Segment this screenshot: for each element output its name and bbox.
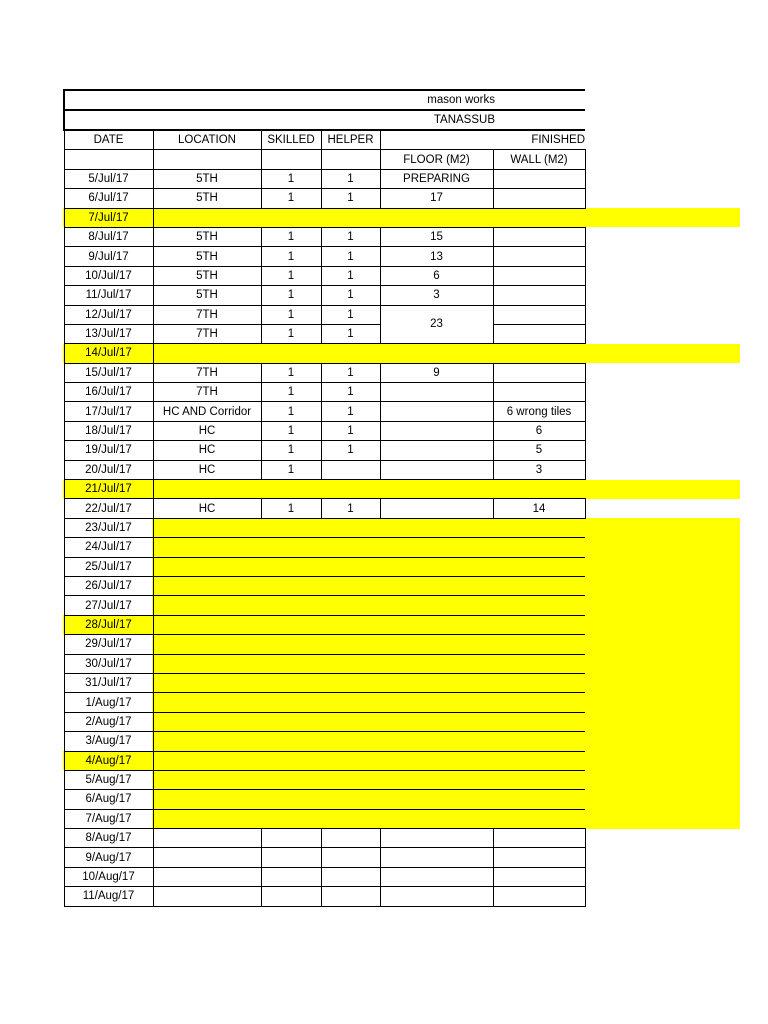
date-cell[interactable]: 1/Aug/17 bbox=[64, 693, 153, 712]
highlight-cell[interactable] bbox=[153, 809, 585, 828]
highlight-cell[interactable] bbox=[153, 693, 585, 712]
helper-cell[interactable] bbox=[321, 829, 380, 848]
helper-cell[interactable]: 1 bbox=[321, 189, 380, 208]
table-row bbox=[64, 227, 585, 246]
date-cell[interactable]: 7/Aug/17 bbox=[64, 809, 153, 828]
skilled-cell[interactable] bbox=[261, 867, 321, 886]
floor-cell[interactable] bbox=[380, 887, 493, 906]
floor-cell[interactable]: 15 bbox=[380, 227, 493, 246]
helper-cell[interactable]: 1 bbox=[321, 421, 380, 440]
sheet-subtitle[interactable]: TANASSUB bbox=[64, 110, 585, 130]
skilled-cell[interactable] bbox=[261, 887, 321, 906]
wall-cell[interactable]: 5 bbox=[493, 441, 585, 460]
date-cell[interactable]: 31/Jul/17 bbox=[64, 673, 153, 692]
skilled-cell[interactable]: 1 bbox=[261, 402, 321, 421]
floor-cell[interactable] bbox=[380, 441, 493, 460]
header-helper[interactable]: HELPER bbox=[321, 130, 380, 150]
wall-cell[interactable] bbox=[493, 383, 585, 402]
table-row bbox=[64, 635, 585, 654]
table-row bbox=[64, 790, 585, 809]
date-cell[interactable]: 8/Aug/17 bbox=[64, 829, 153, 848]
table-row bbox=[64, 867, 585, 886]
location-cell[interactable]: HC bbox=[153, 441, 261, 460]
holiday-cell[interactable] bbox=[153, 344, 585, 363]
wall-cell[interactable] bbox=[493, 247, 585, 266]
highlight-cell[interactable] bbox=[153, 518, 585, 537]
subheader-blank-location[interactable] bbox=[153, 150, 261, 169]
date-cell[interactable]: 21/Jul/17 bbox=[64, 480, 153, 499]
helper-cell[interactable]: 1 bbox=[321, 363, 380, 382]
date-cell[interactable]: 10/Jul/17 bbox=[64, 266, 153, 285]
floor-cell[interactable] bbox=[380, 383, 493, 402]
header-floor[interactable]: FLOOR (M2) bbox=[380, 150, 493, 169]
highlight-cell[interactable] bbox=[153, 712, 585, 731]
location-cell[interactable]: HC AND Corridor bbox=[153, 402, 261, 421]
date-cell[interactable]: 11/Jul/17 bbox=[64, 286, 153, 305]
wall-cell[interactable] bbox=[493, 867, 585, 886]
date-cell[interactable]: 23/Jul/17 bbox=[64, 518, 153, 537]
skilled-cell[interactable]: 1 bbox=[261, 266, 321, 285]
header-date[interactable]: DATE bbox=[64, 130, 153, 150]
table-row bbox=[64, 344, 585, 363]
wall-cell[interactable] bbox=[493, 189, 585, 208]
helper-cell[interactable] bbox=[321, 460, 380, 479]
wall-cell[interactable] bbox=[493, 227, 585, 246]
wall-cell[interactable] bbox=[493, 887, 585, 906]
helper-cell[interactable]: 1 bbox=[321, 441, 380, 460]
date-cell[interactable]: 4/Aug/17 bbox=[64, 751, 153, 770]
date-cell[interactable]: 20/Jul/17 bbox=[64, 460, 153, 479]
helper-cell[interactable]: 1 bbox=[321, 286, 380, 305]
skilled-cell[interactable]: 1 bbox=[261, 421, 321, 440]
wall-cell[interactable] bbox=[493, 848, 585, 867]
date-cell[interactable]: 5/Jul/17 bbox=[64, 169, 153, 188]
subtitle-row bbox=[64, 110, 585, 130]
table-row bbox=[64, 887, 585, 906]
highlight-cell[interactable] bbox=[153, 576, 585, 595]
table-row bbox=[64, 673, 585, 692]
helper-cell[interactable]: 1 bbox=[321, 247, 380, 266]
subheader-blank-date[interactable] bbox=[64, 150, 153, 169]
date-cell[interactable]: 17/Jul/17 bbox=[64, 402, 153, 421]
date-cell[interactable]: 11/Aug/17 bbox=[64, 887, 153, 906]
floor-cell[interactable]: 17 bbox=[380, 189, 493, 208]
wall-cell[interactable] bbox=[493, 266, 585, 285]
wall-cell[interactable] bbox=[493, 324, 585, 343]
header-wall[interactable]: WALL (M2) bbox=[493, 150, 585, 169]
date-cell[interactable]: 16/Jul/17 bbox=[64, 383, 153, 402]
table-row bbox=[64, 480, 585, 499]
location-cell[interactable]: 5TH bbox=[153, 286, 261, 305]
floor-cell[interactable]: 3 bbox=[380, 286, 493, 305]
location-cell[interactable]: HC bbox=[153, 460, 261, 479]
table-row bbox=[64, 751, 585, 770]
helper-cell[interactable]: 1 bbox=[321, 305, 380, 324]
table-row bbox=[64, 809, 585, 828]
date-cell[interactable]: 29/Jul/17 bbox=[64, 635, 153, 654]
table-row bbox=[64, 732, 585, 751]
location-cell[interactable]: HC bbox=[153, 499, 261, 518]
skilled-cell[interactable]: 1 bbox=[261, 305, 321, 324]
date-cell[interactable]: 9/Jul/17 bbox=[64, 247, 153, 266]
table-row bbox=[64, 499, 585, 518]
date-cell[interactable]: 5/Aug/17 bbox=[64, 770, 153, 789]
helper-cell[interactable] bbox=[321, 887, 380, 906]
floor-cell[interactable] bbox=[380, 421, 493, 440]
helper-cell[interactable] bbox=[321, 867, 380, 886]
table-row bbox=[64, 208, 585, 227]
floor-cell[interactable]: 9 bbox=[380, 363, 493, 382]
sheet-title[interactable]: mason works bbox=[64, 90, 585, 110]
table-row bbox=[64, 712, 585, 731]
table-row bbox=[64, 286, 585, 305]
date-cell[interactable]: 28/Jul/17 bbox=[64, 615, 153, 634]
subheader-row bbox=[64, 150, 585, 169]
helper-cell[interactable] bbox=[321, 848, 380, 867]
highlight-cell[interactable] bbox=[153, 635, 585, 654]
location-cell[interactable] bbox=[153, 887, 261, 906]
date-cell[interactable]: 6/Aug/17 bbox=[64, 790, 153, 809]
header-location[interactable]: LOCATION bbox=[153, 130, 261, 150]
table-row bbox=[64, 169, 585, 188]
location-cell[interactable]: 7TH bbox=[153, 324, 261, 343]
location-cell[interactable]: 7TH bbox=[153, 383, 261, 402]
table-row bbox=[64, 518, 585, 537]
wall-cell[interactable]: 6 bbox=[493, 421, 585, 440]
wall-cell[interactable] bbox=[493, 305, 585, 324]
floor-cell[interactable] bbox=[380, 867, 493, 886]
header-row bbox=[64, 130, 585, 150]
skilled-cell[interactable]: 1 bbox=[261, 169, 321, 188]
date-cell[interactable]: 12/Jul/17 bbox=[64, 305, 153, 324]
skilled-cell[interactable]: 1 bbox=[261, 324, 321, 343]
floor-cell[interactable]: 23 bbox=[380, 305, 493, 344]
location-cell[interactable]: 7TH bbox=[153, 363, 261, 382]
skilled-cell[interactable]: 1 bbox=[261, 383, 321, 402]
floor-cell[interactable]: PREPARING bbox=[380, 169, 493, 188]
wall-cell[interactable]: 3 bbox=[493, 460, 585, 479]
table-row bbox=[64, 770, 585, 789]
highlight-cell[interactable] bbox=[153, 654, 585, 673]
skilled-cell[interactable]: 1 bbox=[261, 286, 321, 305]
table-row bbox=[64, 693, 585, 712]
table-row bbox=[64, 848, 585, 867]
wall-cell[interactable] bbox=[493, 363, 585, 382]
date-cell[interactable]: 25/Jul/17 bbox=[64, 557, 153, 576]
skilled-cell[interactable]: 1 bbox=[261, 189, 321, 208]
table-row bbox=[64, 363, 585, 382]
highlight-cell[interactable] bbox=[153, 596, 585, 615]
helper-cell[interactable]: 1 bbox=[321, 402, 380, 421]
mason-works-table bbox=[63, 89, 586, 907]
location-cell[interactable] bbox=[153, 829, 261, 848]
table-row bbox=[64, 266, 585, 285]
date-cell[interactable]: 30/Jul/17 bbox=[64, 654, 153, 673]
location-cell[interactable]: HC bbox=[153, 421, 261, 440]
subheader-blank-skilled[interactable] bbox=[261, 150, 321, 169]
location-cell[interactable]: 5TH bbox=[153, 189, 261, 208]
date-cell[interactable]: 22/Jul/17 bbox=[64, 499, 153, 518]
table-row bbox=[64, 305, 585, 324]
subheader-blank-helper[interactable] bbox=[321, 150, 380, 169]
helper-cell[interactable]: 1 bbox=[321, 169, 380, 188]
date-cell[interactable]: 14/Jul/17 bbox=[64, 344, 153, 363]
table-row bbox=[64, 557, 585, 576]
location-cell[interactable]: 7TH bbox=[153, 305, 261, 324]
highlight-cell[interactable] bbox=[153, 557, 585, 576]
date-cell[interactable]: 9/Aug/17 bbox=[64, 848, 153, 867]
floor-cell[interactable] bbox=[380, 848, 493, 867]
date-cell[interactable]: 19/Jul/17 bbox=[64, 441, 153, 460]
date-cell[interactable]: 15/Jul/17 bbox=[64, 363, 153, 382]
wall-cell[interactable]: 6 wrong tiles bbox=[493, 402, 585, 421]
location-cell[interactable]: 5TH bbox=[153, 227, 261, 246]
table-row bbox=[64, 576, 585, 595]
table-row bbox=[64, 538, 585, 557]
helper-cell[interactable]: 1 bbox=[321, 266, 380, 285]
table-row bbox=[64, 596, 585, 615]
highlight-cell[interactable] bbox=[153, 751, 585, 770]
floor-cell[interactable]: 13 bbox=[380, 247, 493, 266]
wall-cell[interactable] bbox=[493, 169, 585, 188]
helper-cell[interactable]: 1 bbox=[321, 499, 380, 518]
skilled-cell[interactable] bbox=[261, 848, 321, 867]
skilled-cell[interactable]: 1 bbox=[261, 441, 321, 460]
helper-cell[interactable]: 1 bbox=[321, 383, 380, 402]
wall-cell[interactable] bbox=[493, 286, 585, 305]
floor-cell[interactable]: 6 bbox=[380, 266, 493, 285]
table-row bbox=[64, 189, 585, 208]
floor-cell[interactable] bbox=[380, 499, 493, 518]
date-cell[interactable]: 24/Jul/17 bbox=[64, 538, 153, 557]
table-row bbox=[64, 441, 585, 460]
highlight-cell[interactable] bbox=[153, 615, 585, 634]
date-cell[interactable]: 2/Aug/17 bbox=[64, 712, 153, 731]
highlight-cell[interactable] bbox=[153, 790, 585, 809]
holiday-cell[interactable] bbox=[153, 480, 585, 499]
holiday-cell[interactable] bbox=[153, 208, 585, 227]
table-row bbox=[64, 324, 585, 343]
date-cell[interactable]: 10/Aug/17 bbox=[64, 867, 153, 886]
date-cell[interactable]: 27/Jul/17 bbox=[64, 596, 153, 615]
location-cell[interactable]: 5TH bbox=[153, 266, 261, 285]
date-cell[interactable]: 8/Jul/17 bbox=[64, 227, 153, 246]
location-cell[interactable] bbox=[153, 867, 261, 886]
date-cell[interactable]: 18/Jul/17 bbox=[64, 421, 153, 440]
date-cell[interactable]: 13/Jul/17 bbox=[64, 324, 153, 343]
table-row bbox=[64, 383, 585, 402]
table-row bbox=[64, 829, 585, 848]
highlight-cell[interactable] bbox=[153, 732, 585, 751]
date-cell[interactable]: 3/Aug/17 bbox=[64, 732, 153, 751]
wall-cell[interactable]: 14 bbox=[493, 499, 585, 518]
floor-cell[interactable] bbox=[380, 460, 493, 479]
highlight-cell[interactable] bbox=[153, 538, 585, 557]
table-row bbox=[64, 421, 585, 440]
skilled-cell[interactable]: 1 bbox=[261, 460, 321, 479]
floor-cell[interactable] bbox=[380, 829, 493, 848]
header-skilled[interactable]: SKILLED bbox=[261, 130, 321, 150]
table-row bbox=[64, 615, 585, 634]
skilled-cell[interactable]: 1 bbox=[261, 363, 321, 382]
table-row bbox=[64, 247, 585, 266]
skilled-cell[interactable]: 1 bbox=[261, 247, 321, 266]
highlight-cell[interactable] bbox=[153, 770, 585, 789]
skilled-cell[interactable] bbox=[261, 829, 321, 848]
location-cell[interactable]: 5TH bbox=[153, 247, 261, 266]
highlight-cell[interactable] bbox=[153, 673, 585, 692]
date-cell[interactable]: 7/Jul/17 bbox=[64, 208, 153, 227]
location-cell[interactable]: 5TH bbox=[153, 169, 261, 188]
location-cell[interactable] bbox=[153, 848, 261, 867]
header-finished[interactable]: FINISHED bbox=[380, 130, 585, 150]
table-row bbox=[64, 460, 585, 479]
skilled-cell[interactable]: 1 bbox=[261, 499, 321, 518]
date-cell[interactable]: 26/Jul/17 bbox=[64, 576, 153, 595]
skilled-cell[interactable]: 1 bbox=[261, 227, 321, 246]
table-row bbox=[64, 654, 585, 673]
floor-cell[interactable] bbox=[380, 402, 493, 421]
helper-cell[interactable]: 1 bbox=[321, 227, 380, 246]
helper-cell[interactable]: 1 bbox=[321, 324, 380, 343]
title-row bbox=[64, 90, 585, 110]
table-row bbox=[64, 402, 585, 421]
date-cell[interactable]: 6/Jul/17 bbox=[64, 189, 153, 208]
wall-cell[interactable] bbox=[493, 829, 585, 848]
